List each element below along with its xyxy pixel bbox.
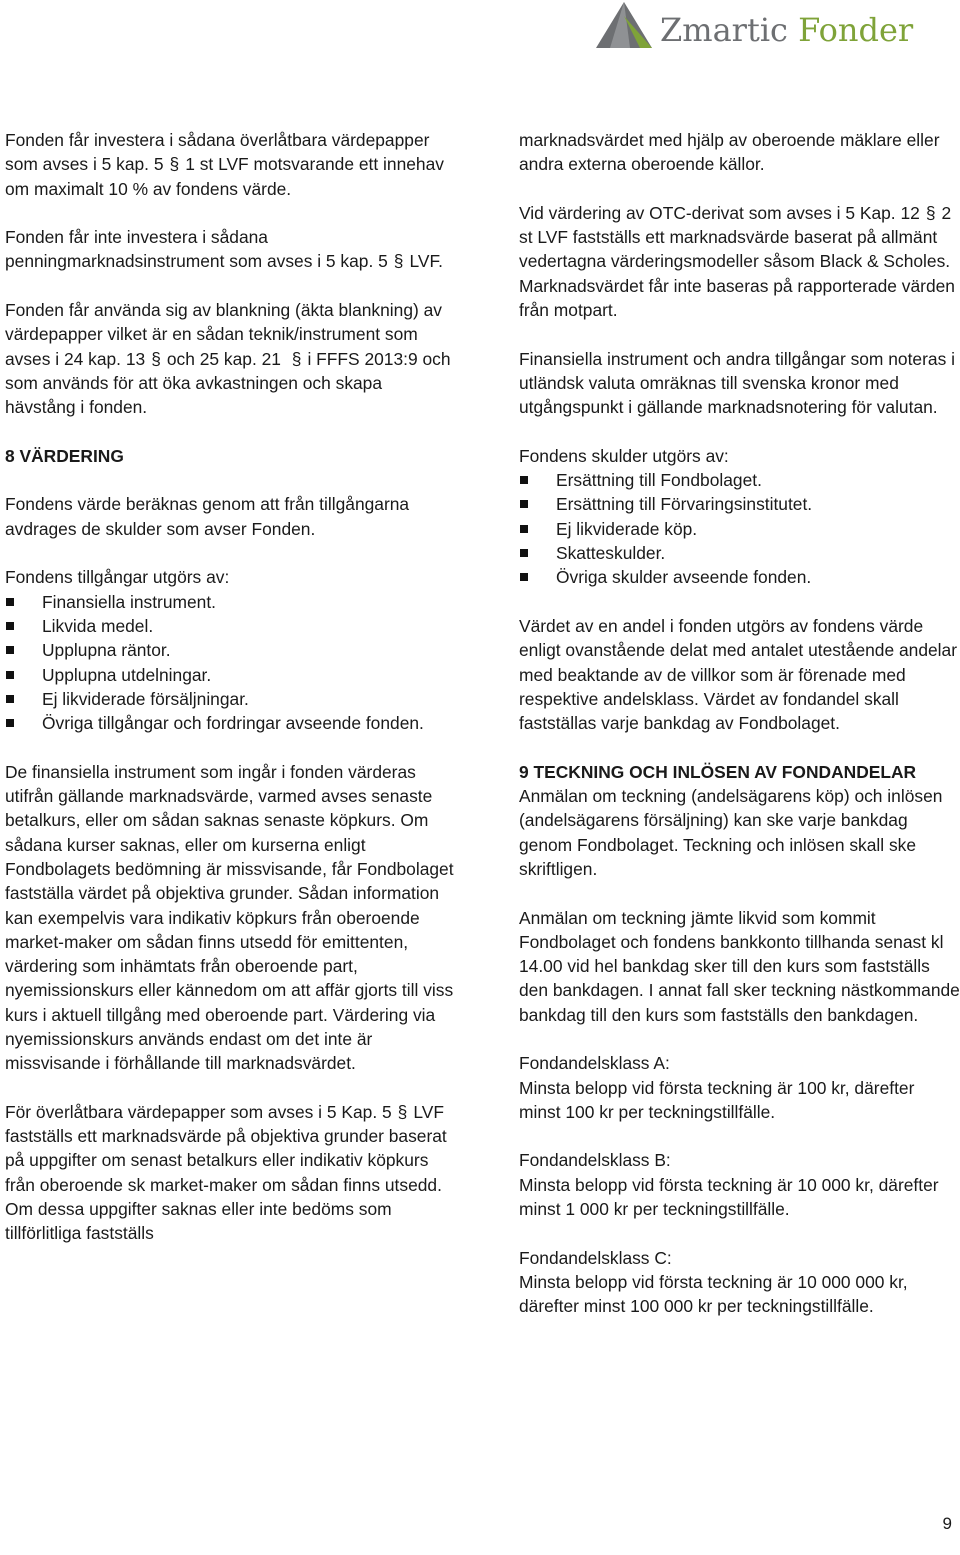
class-a-text: Minsta belopp vid första teckning är 100 kr, därefter minst 100 kr per teckningstillfälle. bbox=[519, 1077, 915, 1122]
list-item: Likvida medel. bbox=[5, 614, 455, 638]
class-c-title: Fondandelsklass C: bbox=[519, 1247, 672, 1268]
paragraph: Värdet av en andel i fonden utgörs av fondens värde enligt ovanstående delat med antalet utestående andelar med beaktande av de villkor som är förenade med respektive andelsklass. Värdet av fondandel skall fastställas varje bankdag av Fondbolaget. bbox=[519, 615, 957, 734]
assets-list bbox=[5, 590, 455, 736]
assets-intro: Fondens tillgångar utgörs av: bbox=[5, 567, 230, 588]
list-item: Ersättning till Förvaringsinstitutet. bbox=[519, 492, 960, 516]
paragraph: Vid värdering av OTC-derivat som avses i 5 Kap. 12 § 2 st LVF fastställs ett marknadsvärde baserat på allmänt vedertagna värderingsmodeller såsom Black & Scholes. Marknadsvärdet får inte baseras på rapporterade värden från motpart. bbox=[519, 202, 955, 321]
list-item: Övriga tillgångar och fordringar avseende fonden. bbox=[5, 711, 455, 735]
class-b-title: Fondandelsklass B: bbox=[519, 1150, 671, 1171]
paragraph: Anmälan om teckning (andelsägarens köp) och inlösen (andelsägarens försäljning) kan ske varje bankdag genom Fondbolaget. Teckning och inlösen skall ske skriftligen. bbox=[519, 786, 943, 879]
debts-intro: Fondens skulder utgörs av: bbox=[519, 445, 729, 466]
class-c-text: Minsta belopp vid första teckning är 10 000 000 kr, därefter minst 100 000 kr per teckningstillfälle. bbox=[519, 1271, 908, 1317]
logo-wordmark: Zmartic Fonder bbox=[660, 11, 914, 49]
section-heading-8: 8 VÄRDERING bbox=[5, 445, 124, 466]
list-item: Skatteskulder. bbox=[519, 541, 960, 565]
list-item: Finansiella instrument. bbox=[5, 590, 455, 614]
paragraph: Fonden får använda sig av blankning (äkta blankning) av värdepapper vilket är en sådan teknik/instrument som avses i 24 kap. 13 § och 25 kap. 21 § i FFFS 2013:9 och som används för att öka avkastningen och skapa hävstång i fonden. bbox=[5, 300, 451, 418]
list-item: Ej likviderade köp. bbox=[519, 517, 960, 541]
paragraph: Finansiella instrument och andra tillgångar som noteras i utländsk valuta omräknas till svenska kronor med utgångspunkt i gällande marknadsnotering för valutan. bbox=[519, 348, 955, 418]
paragraph: Anmälan om teckning jämte likvid som kommit Fondbolaget och fondens bankkonto tillhanda senast kl 14.00 vid hel bankdag sker till den kurs som fastställs den bankdagen. I annat fall sker teckning nästkommande bankdag till den kurs som fastställs den bankdagen. bbox=[519, 907, 960, 1025]
paragraph: marknadsvärdet med hjälp av oberoende mäklare eller andra externa oberoende källor. bbox=[519, 130, 940, 175]
class-b-text: Minsta belopp vid första teckning är 10 000 kr, därefter minst 1 000 kr per teckningstillfälle. bbox=[519, 1174, 939, 1220]
company-logo bbox=[592, 0, 932, 56]
right-column bbox=[519, 128, 960, 1343]
list-item: Upplupna utdelningar. bbox=[5, 663, 455, 687]
list-item: Upplupna räntor. bbox=[5, 638, 455, 662]
page-number: 9 bbox=[942, 1514, 952, 1533]
left-column bbox=[5, 128, 455, 1270]
logo-triangle-icon bbox=[594, 0, 658, 52]
paragraph: Fondens värde beräknas genom att från tillgångarna avdrages de skulder som avser Fonden. bbox=[5, 494, 410, 539]
debts-list bbox=[519, 468, 960, 589]
class-a-title: Fondandelsklass A: bbox=[519, 1053, 670, 1074]
paragraph: Fonden får investera i sådana överlåtbara värdepapper som avses i 5 kap. 5 § 1 st LVF motsvarande ett innehav om maximalt 10 % av fondens värde. bbox=[5, 130, 444, 199]
paragraph: För överlåtbara värdepapper som avses i 5 Kap. 5 § LVF fastställs ett marknadsvärde på objektiva grunder baserat på uppgifter om senast betalkurs eller indikativ köpkurs från oberoende sk market-maker om sådan finns utsedd. Om dessa uppgifter saknas eller inte bedöms som tillförlitliga fastställs bbox=[5, 1101, 447, 1244]
list-item: Ersättning till Fondbolaget. bbox=[519, 468, 960, 492]
section-heading-9: 9 TECKNING OCH INLÖSEN AV FONDANDELAR bbox=[519, 761, 917, 782]
list-item: Ej likviderade försäljningar. bbox=[5, 687, 455, 711]
paragraph: De finansiella instrument som ingår i fonden värderas utifrån gällande marknadsvärde, varmed avses senaste betalkurs, eller om sådan saknas senaste köpkurs. Om sådana kurser saknas, eller om kurserna enligt Fondbolagets bedömning är missvisande, får Fondbolaget fastställa värdet på objektiva grunder. Sådan information kan exempelvis vara indikativ köpkurs från oberoende market-maker om sådan finns utsedd för emittenten, värdering som inhämtats från oberoende part, nyemissionskurs eller kännedom om att affär gjorts till viss kurs i aktuell tillgång med oberoende part. Värdering via nyemissionskurs används endast om det inte är missvisande i förhållande till marknadsvärdet. bbox=[5, 761, 454, 1074]
list-item: Övriga skulder avseende fonden. bbox=[519, 565, 960, 589]
paragraph: Fonden får inte investera i sådana penningmarknadsinstrument som avses i 5 kap. 5 § LVF. bbox=[5, 227, 443, 272]
